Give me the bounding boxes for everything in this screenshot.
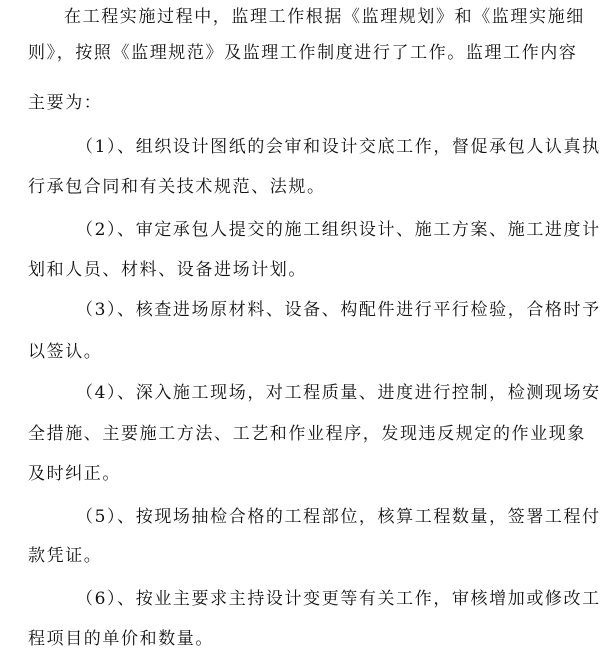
paragraph-intro-line-3: 主要为： bbox=[28, 93, 103, 113]
item-2-line-1: （2）、审定承包人提交的施工组织设计、施工方案、施工进度计 bbox=[76, 220, 601, 240]
item-3-line-2: 以签认。 bbox=[28, 342, 103, 362]
item-4-line-2: 全措施、主要施工方法、工艺和作业程序，发现违反规定的作业现象 bbox=[28, 424, 586, 444]
item-6-line-1: （6）、按业主要求主持设计变更等有关工作，审核增加或修改工 bbox=[76, 589, 601, 609]
item-5-line-1: （5）、按现场抽检合格的工程部位，核算工程数量，签署工程付 bbox=[76, 507, 601, 527]
item-1-line-2: 行承包合同和有关技术规范、法规。 bbox=[28, 177, 326, 197]
item-2-line-2: 划和人员、材料、设备进场计划。 bbox=[28, 260, 307, 280]
item-1-line-1: （1）、组织设计图纸的会审和设计交底工作，督促承包人认真执 bbox=[76, 137, 601, 157]
item-5-line-2: 款凭证。 bbox=[28, 546, 103, 566]
item-4-line-3: 及时纠正。 bbox=[28, 464, 121, 484]
paragraph-intro-line-2: 则》，按照《监理规范》及监理工作制度进行了工作。监理工作内容 bbox=[28, 43, 578, 63]
item-6-line-2: 程项目的单价和数量。 bbox=[28, 629, 214, 649]
paragraph-intro-line-1: 在工程实施过程中，监理工作根据《监理规划》和《监理实施细 bbox=[64, 7, 585, 27]
item-3-line-1: （3）、核查进场原材料、设备、构配件进行平行检验，合格时予 bbox=[76, 300, 601, 320]
item-4-line-1: （4）、深入施工现场，对工程质量、进度进行控制，检测现场安 bbox=[76, 383, 601, 403]
